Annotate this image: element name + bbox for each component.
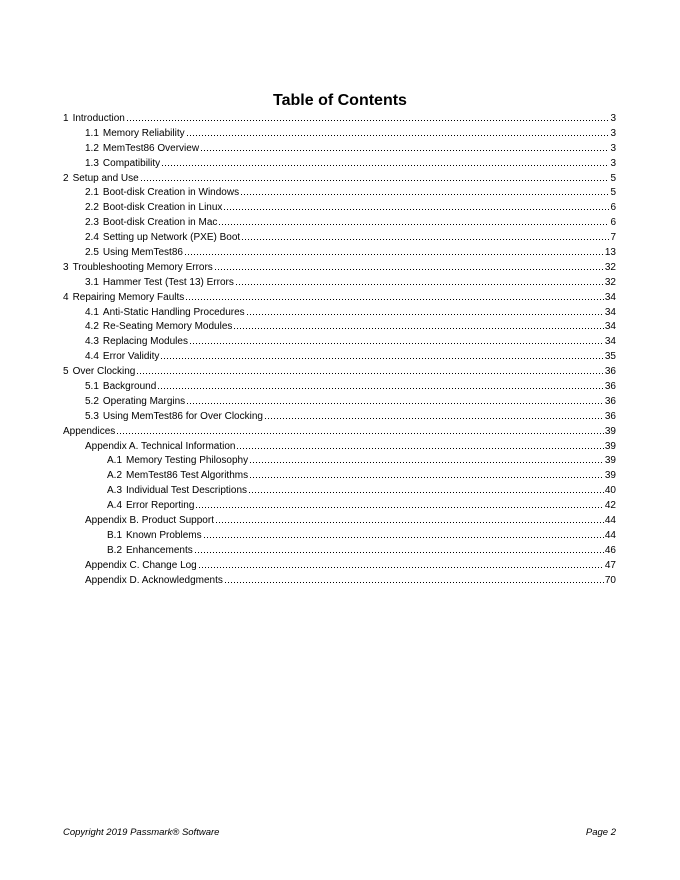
toc-entry-page: 3 [610, 127, 616, 139]
toc-entry-label: Setting up Network (PXE) Boot [102, 232, 241, 244]
toc-entry-label: Memory Reliability [102, 127, 185, 139]
toc-entry[interactable] [63, 379, 616, 394]
toc-entry-label: Background [102, 381, 157, 393]
toc-entry[interactable] [63, 573, 616, 588]
toc-entry[interactable] [63, 334, 616, 349]
toc-entry-number: 2.3 [85, 217, 99, 229]
toc-entry[interactable] [63, 394, 616, 409]
toc-entry-number: 1.3 [85, 157, 99, 169]
toc-entry[interactable] [63, 409, 616, 424]
toc-entry-page: 44 [604, 515, 616, 527]
toc-entry[interactable] [63, 185, 616, 200]
toc-entry[interactable] [63, 453, 616, 468]
toc-dot-leader [236, 439, 603, 449]
toc-entry[interactable] [63, 305, 616, 320]
toc-dot-leader [140, 171, 610, 181]
toc-entry-page: 34 [604, 336, 616, 348]
toc-entry-page: 34 [604, 321, 616, 333]
toc-dot-leader [200, 141, 609, 151]
toc-entry-page: 39 [604, 470, 616, 482]
toc-entry-number: 4.3 [85, 336, 99, 348]
toc-entry-label: Known Problems [126, 529, 202, 541]
toc-entry-page: 34 [604, 306, 616, 318]
toc-entry[interactable] [63, 468, 616, 483]
toc-dot-leader [157, 379, 604, 389]
toc-entry[interactable] [63, 111, 616, 126]
toc-entry-page: 36 [604, 366, 616, 378]
toc-entry-label: MemTest86 Test Algorithms [126, 470, 249, 482]
toc-dot-leader [126, 111, 610, 121]
toc-entry-number: 5 [63, 366, 69, 378]
toc-entry-label: Repairing Memory Faults [72, 291, 185, 303]
toc-entry-label: Enhancements [126, 544, 193, 556]
toc-dot-leader [185, 290, 604, 300]
toc-entry-page: 36 [604, 395, 616, 407]
toc-entry-label: Operating Margins [102, 395, 186, 407]
toc-entry-label: Re-Seating Memory Modules [102, 321, 233, 333]
toc-entry-page: 5 [610, 187, 616, 199]
toc-entry-label: Error Reporting [126, 500, 195, 512]
toc-entry-page: 46 [604, 544, 616, 556]
toc-entry[interactable] [63, 439, 616, 454]
toc-entry-page: 5 [610, 172, 616, 184]
toc-entry-label: Compatibility [102, 157, 161, 169]
toc-dot-leader [223, 200, 609, 210]
toc-entry-label: Individual Test Descriptions [126, 485, 248, 497]
toc-entry-label: Boot-disk Creation in Windows [102, 187, 240, 199]
toc-dot-leader [195, 498, 604, 508]
toc-entry-label: Boot-disk Creation in Mac [102, 217, 218, 229]
toc-entry[interactable] [63, 215, 616, 230]
toc-entry[interactable] [63, 364, 616, 379]
toc-entry-page: 3 [610, 142, 616, 154]
toc-entry-number: 5.1 [85, 381, 99, 393]
toc-dot-leader [116, 424, 604, 434]
toc-entry-label: Using MemTest86 [102, 247, 183, 259]
toc-dot-leader [203, 528, 604, 538]
toc-entry-number: 3.1 [85, 276, 99, 288]
toc-entry-page: 39 [604, 455, 616, 467]
toc-dot-leader [161, 156, 609, 166]
toc-entry[interactable] [63, 424, 616, 439]
toc-entry-page: 39 [604, 425, 616, 437]
toc-entry-number: 5.3 [85, 410, 99, 422]
toc-entry-page: 70 [604, 574, 616, 586]
toc-entry-page: 32 [604, 261, 616, 273]
toc-entry-page: 36 [604, 410, 616, 422]
toc-entry-label: Troubleshooting Memory Errors [72, 261, 213, 273]
toc-dot-leader [240, 185, 609, 195]
toc-dot-leader [264, 409, 604, 419]
toc-dot-leader [189, 334, 604, 344]
toc-entry-page: 6 [610, 217, 616, 229]
toc-entry-label: Introduction [72, 113, 125, 124]
toc-entry-number: 1.2 [85, 142, 99, 154]
toc-entry-page: 40 [604, 485, 616, 497]
toc-entry-number: A.3 [107, 485, 123, 497]
toc-entry-page: 32 [604, 276, 616, 288]
toc-entry-page: 7 [610, 232, 616, 244]
toc-entry-label: Memory Testing Philosophy [126, 455, 249, 467]
toc-entry-number: 2.4 [85, 232, 99, 244]
toc-entry[interactable] [63, 349, 616, 364]
toc-entry-label: Setup and Use [72, 172, 139, 184]
toc-entry-number: A.2 [107, 470, 123, 482]
toc-dot-leader [249, 453, 604, 463]
toc-entry-number: 2 [63, 172, 69, 184]
toc-entry-label: Boot-disk Creation in Linux [102, 202, 223, 214]
toc-dot-leader [136, 364, 604, 374]
toc-entry[interactable] [63, 156, 616, 171]
toc-dot-leader [214, 260, 604, 270]
toc-entry[interactable] [63, 558, 616, 573]
footer-copyright: Copyright 2019 Passmark® Software [63, 827, 220, 838]
toc-entry-number: A.1 [107, 455, 123, 467]
toc-entry[interactable] [63, 200, 616, 215]
toc-entry-number: 4.1 [85, 306, 99, 318]
toc-entry-number: 2.2 [85, 202, 99, 214]
toc-entry[interactable] [63, 275, 616, 290]
toc-entry-page: 3 [610, 157, 616, 169]
toc-entry-page: 44 [604, 529, 616, 541]
toc-entry-number: 5.2 [85, 395, 99, 407]
toc-entry-number: 3 [63, 261, 69, 273]
toc-entry[interactable] [63, 543, 616, 558]
toc-entry-label: Over Clocking [72, 366, 136, 378]
toc-entry[interactable] [63, 528, 616, 543]
toc-entry-page: 36 [604, 381, 616, 393]
toc-entry-number: 2.5 [85, 247, 99, 259]
toc-entry-label: Appendix C. Change Log [85, 559, 197, 571]
toc-entry-number: 2.1 [85, 187, 99, 199]
toc-entry-label: Error Validity [102, 351, 160, 363]
toc-entry[interactable] [63, 290, 616, 305]
toc-entry-number: 4.4 [85, 351, 99, 363]
toc-dot-leader [184, 245, 604, 255]
toc-entry[interactable] [63, 171, 616, 186]
toc-entry-page: 47 [604, 559, 616, 571]
toc-entry[interactable] [63, 245, 616, 260]
toc-entry-label: Appendix D. Acknowledgments [85, 574, 223, 586]
toc-entry-number: 1 [63, 113, 69, 124]
toc-entry-page: 39 [604, 440, 616, 452]
toc-entry-page: 34 [604, 291, 616, 303]
toc-dot-leader [198, 558, 604, 568]
toc-entry[interactable] [63, 260, 616, 275]
toc-entry[interactable] [63, 498, 616, 513]
table-of-contents [63, 111, 616, 588]
toc-entry-label: Using MemTest86 for Over Clocking [102, 410, 263, 422]
toc-dot-leader [215, 513, 604, 523]
toc-entry[interactable] [63, 483, 616, 498]
toc-dot-leader [186, 394, 604, 404]
toc-dot-leader [224, 573, 604, 583]
toc-dot-leader [249, 468, 604, 478]
footer-page-number: Page 2 [585, 827, 616, 838]
toc-dot-leader [186, 126, 610, 136]
toc-dot-leader [218, 215, 609, 225]
toc-entry-number: B.1 [107, 529, 123, 541]
toc-entry-label: Appendices [63, 425, 116, 437]
toc-entry-page: 42 [604, 500, 616, 512]
toc-dot-leader [235, 275, 604, 285]
toc-entry[interactable] [63, 513, 616, 528]
toc-entry-label: MemTest86 Overview [102, 142, 200, 154]
toc-dot-leader [241, 230, 609, 240]
toc-dot-leader [194, 543, 604, 553]
toc-dot-leader [233, 319, 603, 329]
toc-entry[interactable] [63, 126, 616, 141]
toc-entry-number: 4.2 [85, 321, 99, 333]
page-title: Table of Contents [273, 92, 407, 109]
toc-entry-number: A.4 [107, 500, 123, 512]
toc-entry-number: 4 [63, 291, 69, 303]
toc-dot-leader [160, 349, 603, 359]
toc-entry-number: B.2 [107, 544, 123, 556]
toc-entry-page: 3 [610, 113, 616, 124]
toc-dot-leader [246, 305, 604, 315]
toc-entry[interactable] [63, 230, 616, 245]
toc-entry-label: Replacing Modules [102, 336, 188, 348]
toc-entry-page: 13 [604, 247, 616, 259]
toc-entry-label: Appendix A. Technical Information [85, 440, 236, 452]
toc-entry[interactable] [63, 319, 616, 334]
toc-entry-number: 1.1 [85, 127, 99, 139]
toc-dot-leader [248, 483, 604, 493]
toc-entry[interactable] [63, 141, 616, 156]
toc-entry-label: Hammer Test (Test 13) Errors [102, 276, 234, 288]
toc-entry-label: Appendix B. Product Support [85, 515, 214, 527]
toc-entry-label: Anti-Static Handling Procedures [102, 306, 245, 318]
toc-entry-page: 6 [610, 202, 616, 214]
toc-entry-page: 35 [604, 351, 616, 363]
